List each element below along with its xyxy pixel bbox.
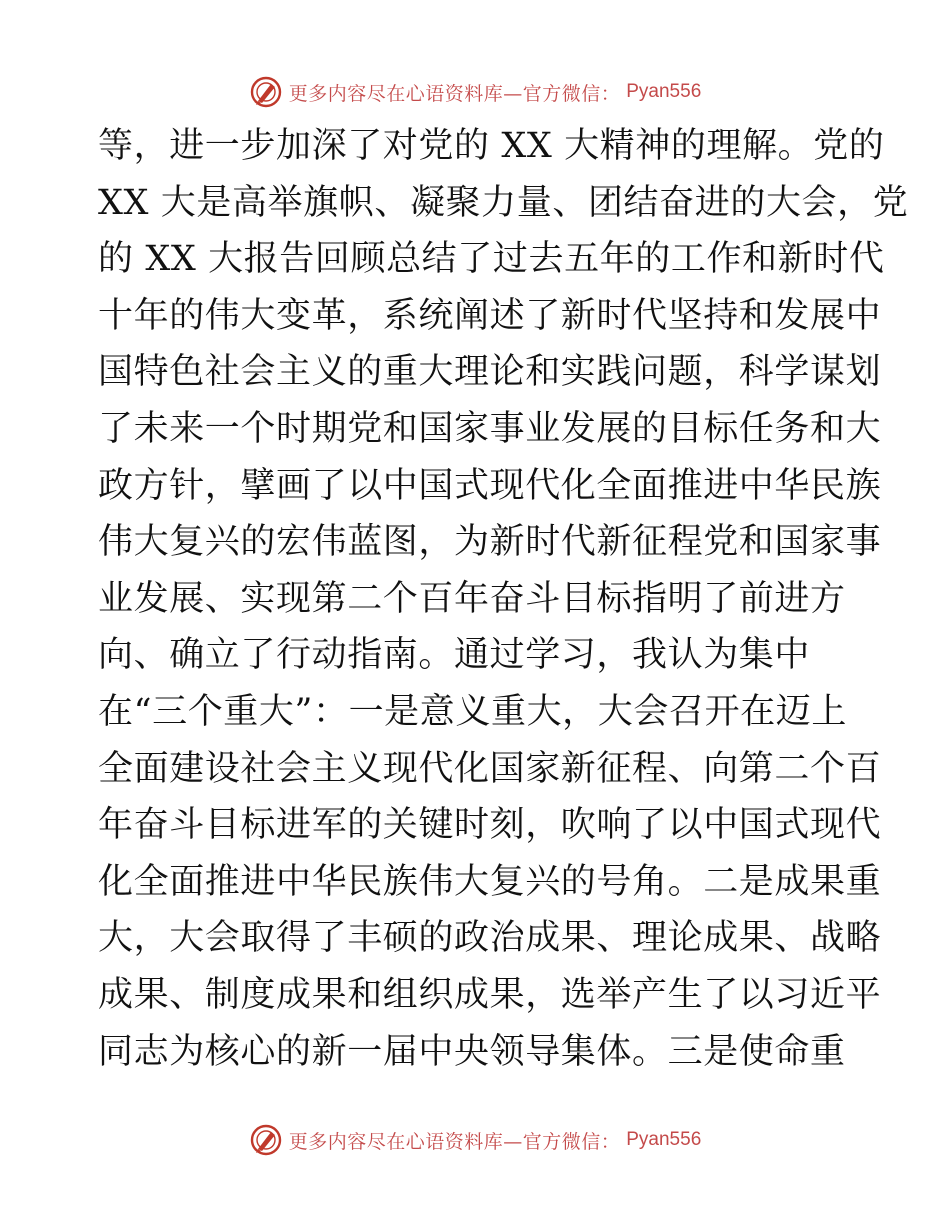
text-line: 全面建设社会主义现代化国家新征程、向第二个百 <box>98 748 882 789</box>
text-line: 等，进一步加深了对党的 XX 大精神的理解。党的 <box>98 126 885 166</box>
text-line: 化全面推进中华民族伟大复兴的号角。二是成果重 <box>98 861 882 902</box>
text-line: 在“三个重大”：一是意义重大，大会召开在迈上 <box>98 691 847 732</box>
text-line: 大，大会取得了丰硕的政治成果、理论成果、战略 <box>98 918 882 959</box>
text-line: 国特色社会主义的重大理论和实践问题，科学谋划 <box>98 352 882 393</box>
watermark-text: 更多内容尽在心语资料库—官方微信： <box>288 82 621 105</box>
pen-logo-icon <box>249 75 283 109</box>
footer-watermark <box>0 1120 950 1160</box>
pen-logo-icon <box>249 1123 283 1157</box>
text-line: 同志为核心的新一届中央领导集体。三是使命重 <box>98 1031 846 1072</box>
watermark-text: 更多内容尽在心语资料库—官方微信： <box>288 1130 621 1153</box>
text-line: 成果、制度成果和组织成果，选举产生了以习近平 <box>98 974 882 1015</box>
document-body <box>98 118 909 1080</box>
watermark-account: Pyan556 <box>626 81 702 102</box>
text-line: 的 XX 大报告回顾总结了过去五年的工作和新时代 <box>98 239 885 280</box>
header-watermark <box>0 72 950 112</box>
text-line: 伟大复兴的宏伟蓝图，为新时代新征程党和国家事 <box>98 522 882 563</box>
text-line: 了未来一个时期党和国家事业发展的目标任务和大 <box>98 408 882 449</box>
text-line: 政方针，擘画了以中国式现代化全面推进中华民族 <box>98 465 882 506</box>
text-line: XX 大是高举旗帜、凝聚力量、团结奋进的大会，党 <box>98 182 909 223</box>
watermark-account: Pyan556 <box>626 1129 702 1150</box>
text-line: 十年的伟大变革，系统阐述了新时代坚持和发展中 <box>98 295 882 336</box>
text-line: 业发展、实现第二个百年奋斗目标指明了前进方 <box>98 578 846 619</box>
text-line: 向、确立了行动指南。通过学习，我认为集中 <box>98 635 811 676</box>
text-line: 年奋斗目标进军的关键时刻，吹响了以中国式现代 <box>98 805 882 846</box>
